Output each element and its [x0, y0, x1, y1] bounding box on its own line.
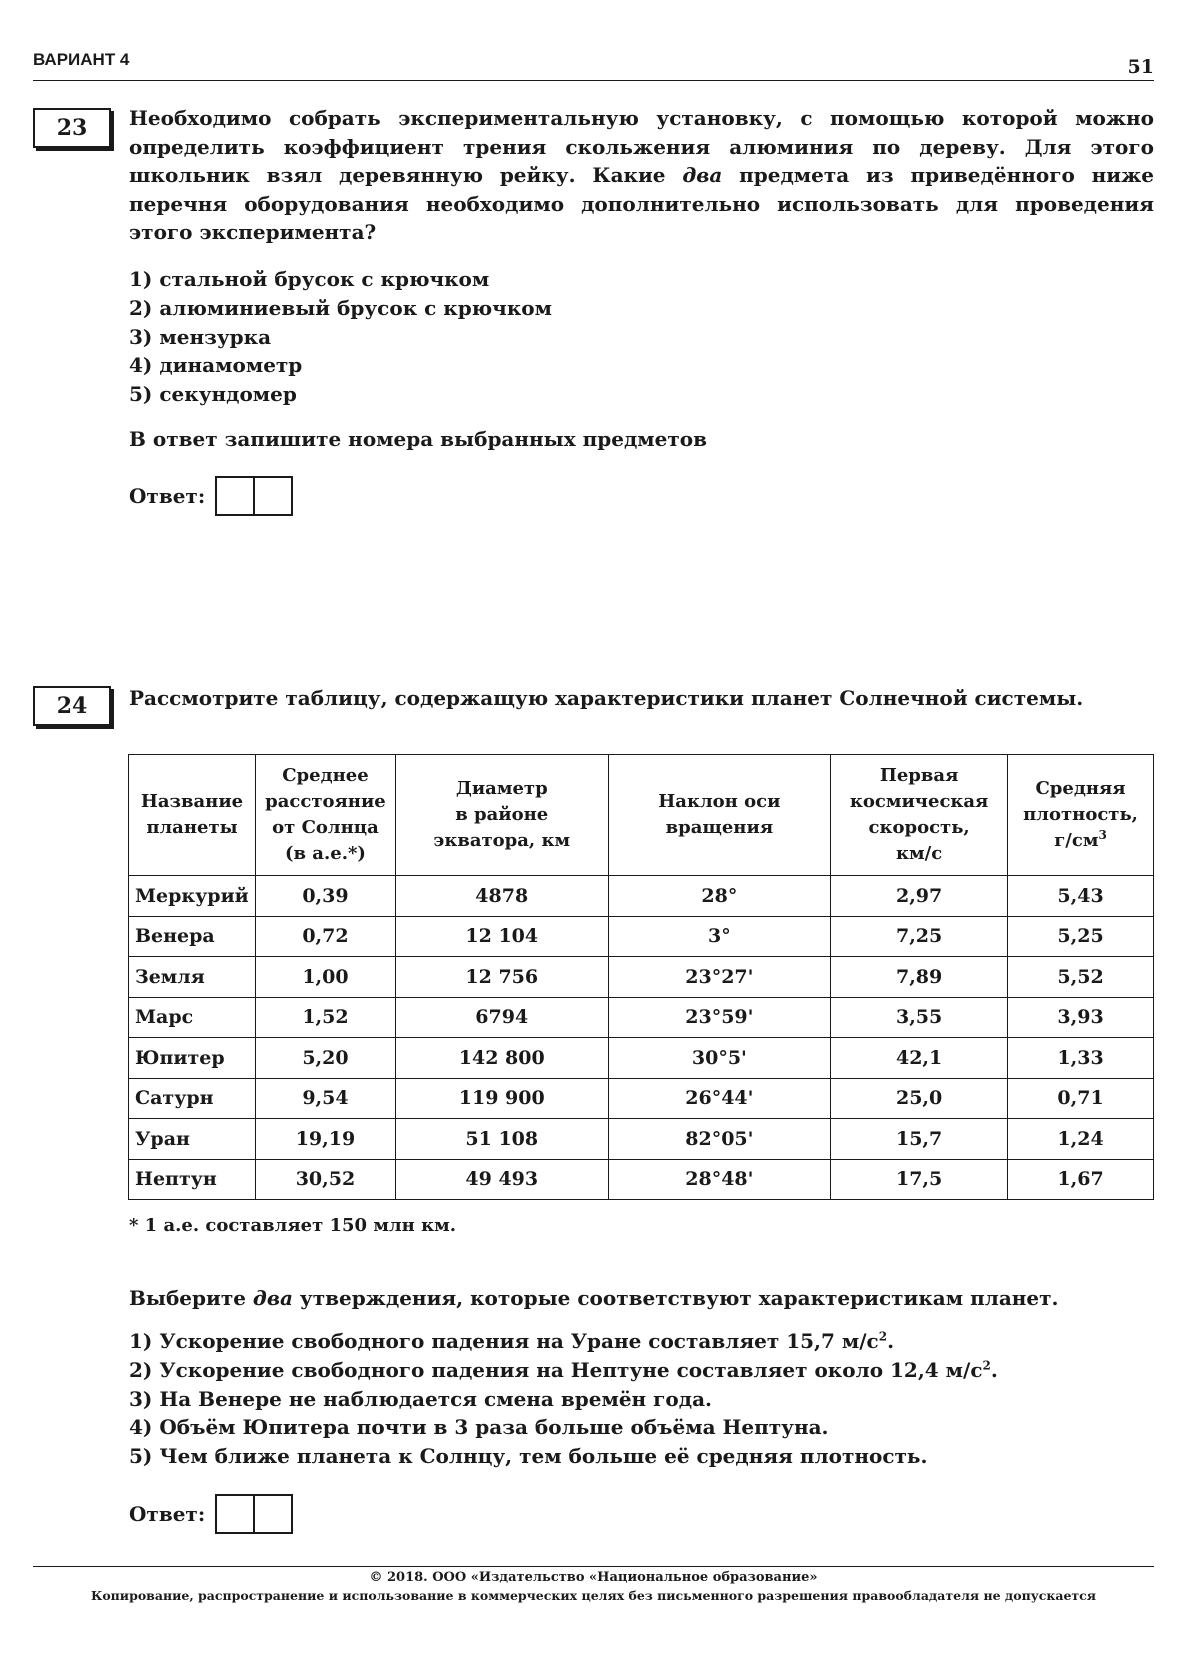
header-distance: Среднее расстояние от Солнца (в а.е.*)	[255, 755, 395, 876]
table-row	[129, 916, 1154, 957]
table-row	[129, 1078, 1154, 1119]
planet-tilt: 23°59'	[608, 997, 831, 1038]
planet-tilt: 26°44'	[608, 1078, 831, 1119]
task-23-option: 1) стальной брусок с крючком	[129, 267, 490, 291]
planet-tilt: 30°5'	[608, 1038, 831, 1079]
task-23-number: 23	[33, 108, 111, 148]
table-row	[129, 1119, 1154, 1160]
planet-distance: 0,39	[255, 876, 395, 917]
table-row	[129, 957, 1154, 998]
footer-notice: Копирование, распространение и использование в коммерческих целях без письменного разрешения правообладателя не допускается	[90, 1588, 1097, 1603]
task-24-select-emphasis: два	[252, 1286, 293, 1310]
planet-tilt: 28°48'	[608, 1159, 831, 1200]
planet-velocity: 25,0	[831, 1078, 1008, 1119]
planet-diameter: 12 104	[395, 916, 608, 957]
planet-density: 5,52	[1008, 957, 1154, 998]
planet-diameter: 119 900	[395, 1078, 608, 1119]
header-density: Средняя плотность, $г/см^3$	[1008, 755, 1154, 876]
planet-diameter: 12 756	[395, 957, 608, 998]
page-header-variant: ВАРИАНТ 4	[33, 50, 130, 69]
planet-velocity: 42,1	[831, 1038, 1008, 1079]
table-row	[129, 876, 1154, 917]
planet-velocity: 2,97	[831, 876, 1008, 917]
planet-distance: 0,72	[255, 916, 395, 957]
planet-name: Нептун	[129, 1159, 256, 1200]
planet-velocity: 7,89	[831, 957, 1008, 998]
task-23-question-part2: предмета из приведённого ниже перечня оборудования необходимо дополнительно использовать для проведения этого эксперимента?	[129, 163, 1154, 245]
planet-name: Венера	[129, 916, 256, 957]
planet-tilt: 3°	[608, 916, 831, 957]
planet-density: 0,71	[1008, 1078, 1154, 1119]
planet-name: Юпитер	[129, 1038, 256, 1079]
header-tilt: Наклон оси вращения	[608, 755, 831, 876]
planet-density: 1,67	[1008, 1159, 1154, 1200]
planet-tilt: 28°	[608, 876, 831, 917]
task-23-question	[129, 104, 1154, 247]
planet-diameter: 49 493	[395, 1159, 608, 1200]
task-24-statement: 3) На Венере не наблюдается смена времён года.	[129, 1386, 713, 1411]
planet-name: Марс	[129, 997, 256, 1038]
planet-distance: 9,54	[255, 1078, 395, 1119]
planet-name: Меркурий	[129, 876, 256, 917]
task-23-instruction: В ответ запишите номера выбранных предметов	[129, 427, 708, 451]
task-23-question-emphasis: два	[682, 163, 723, 188]
planet-distance: 1,52	[255, 997, 395, 1038]
task-23-question-part1: Необходимо собрать экспериментальную установку, с помощью которой можно определить коэффициент трения скольжения алюминия по дереву. Для этого школьник взял деревянную рейку. Какие	[129, 106, 1154, 188]
footer-rule	[33, 1566, 1154, 1567]
page-number: 51	[1127, 56, 1154, 78]
table-row	[129, 1038, 1154, 1079]
planet-diameter: 6794	[395, 997, 608, 1038]
planet-tilt: 82°05'	[608, 1119, 831, 1160]
header-name: Название планеты	[129, 755, 256, 876]
table-row	[129, 997, 1154, 1038]
answer-cell[interactable]	[253, 478, 291, 514]
task-23-option: 2) алюминиевый брусок с крючком	[129, 295, 552, 320]
task-23-answer-box[interactable]	[215, 476, 293, 516]
task-24-statement: 1) Ускорение свободного падения на Уране составляет 15,7 $м/с^2$.	[129, 1329, 895, 1353]
task-24-answer-box[interactable]	[215, 1494, 293, 1534]
task-24-select-instruction: Выберите два утверждения, которые соответствуют характеристикам планет.	[129, 1286, 1059, 1310]
task-23-option: 4) динамометр	[129, 353, 303, 378]
task-24-statement: 2) Ускорение свободного падения на Нептуне составляет около 12,4 $м/с^2$.	[129, 1357, 998, 1382]
planet-density: 1,24	[1008, 1119, 1154, 1160]
planet-name: Земля	[129, 957, 256, 998]
planet-table-header-row	[129, 755, 1154, 876]
planet-distance: 5,20	[255, 1038, 395, 1079]
planet-velocity: 15,7	[831, 1119, 1008, 1160]
task-24-statement: 4) Объём Юпитера почти в 3 раза больше объёма Нептуна.	[129, 1415, 829, 1440]
planet-density: 5,25	[1008, 916, 1154, 957]
task-24-answer-row	[129, 1494, 293, 1534]
table-footnote: * 1 а.е. составляет 150 млн км.	[129, 1215, 457, 1236]
planet-distance: 19,19	[255, 1119, 395, 1160]
planet-density: 1,33	[1008, 1038, 1154, 1079]
planet-density: 5,43	[1008, 876, 1154, 917]
header-velocity: Первая космическая скорость, км/с	[831, 755, 1008, 876]
table-row	[129, 1159, 1154, 1200]
answer-cell[interactable]	[217, 478, 253, 514]
planet-velocity: 7,25	[831, 916, 1008, 957]
footer-copyright: © 2018. ООО «Издательство «Национальное образование»	[369, 1570, 818, 1585]
planet-diameter: 142 800	[395, 1038, 608, 1079]
planet-name: Сатурн	[129, 1078, 256, 1119]
planet-velocity: 3,55	[831, 997, 1008, 1038]
task-24-statements	[129, 1327, 1154, 1471]
planet-distance: 30,52	[255, 1159, 395, 1200]
task-24-number: 24	[33, 686, 111, 726]
planet-name: Уран	[129, 1119, 256, 1160]
planet-velocity: 17,5	[831, 1159, 1008, 1200]
task-23-option: 5) секундомер	[129, 382, 297, 407]
header-rule	[33, 80, 1154, 81]
task-24-answer-label: Ответ:	[129, 1502, 206, 1526]
planet-diameter: 51 108	[395, 1119, 608, 1160]
answer-cell[interactable]	[217, 1496, 253, 1532]
task-23-option: 3) мензурка	[129, 324, 272, 349]
task-23-answer-label: Ответ:	[129, 484, 206, 508]
header-diameter: Диаметр в районе экватора, км	[395, 755, 608, 876]
planet-diameter: 4878	[395, 876, 608, 917]
answer-cell[interactable]	[253, 1496, 291, 1532]
planet-tilt: 23°27'	[608, 957, 831, 998]
planet-density: 3,93	[1008, 997, 1154, 1038]
planet-table	[128, 754, 1154, 1200]
task-23-options	[129, 265, 1154, 409]
task-23-answer-row	[129, 476, 293, 516]
task-24-intro: Рассмотрите таблицу, содержащую характеристики планет Солнечной системы.	[129, 686, 1084, 710]
task-24-statement: 5) Чем ближе планета к Солнцу, тем больше её средняя плотность.	[129, 1444, 928, 1469]
planet-distance: 1,00	[255, 957, 395, 998]
